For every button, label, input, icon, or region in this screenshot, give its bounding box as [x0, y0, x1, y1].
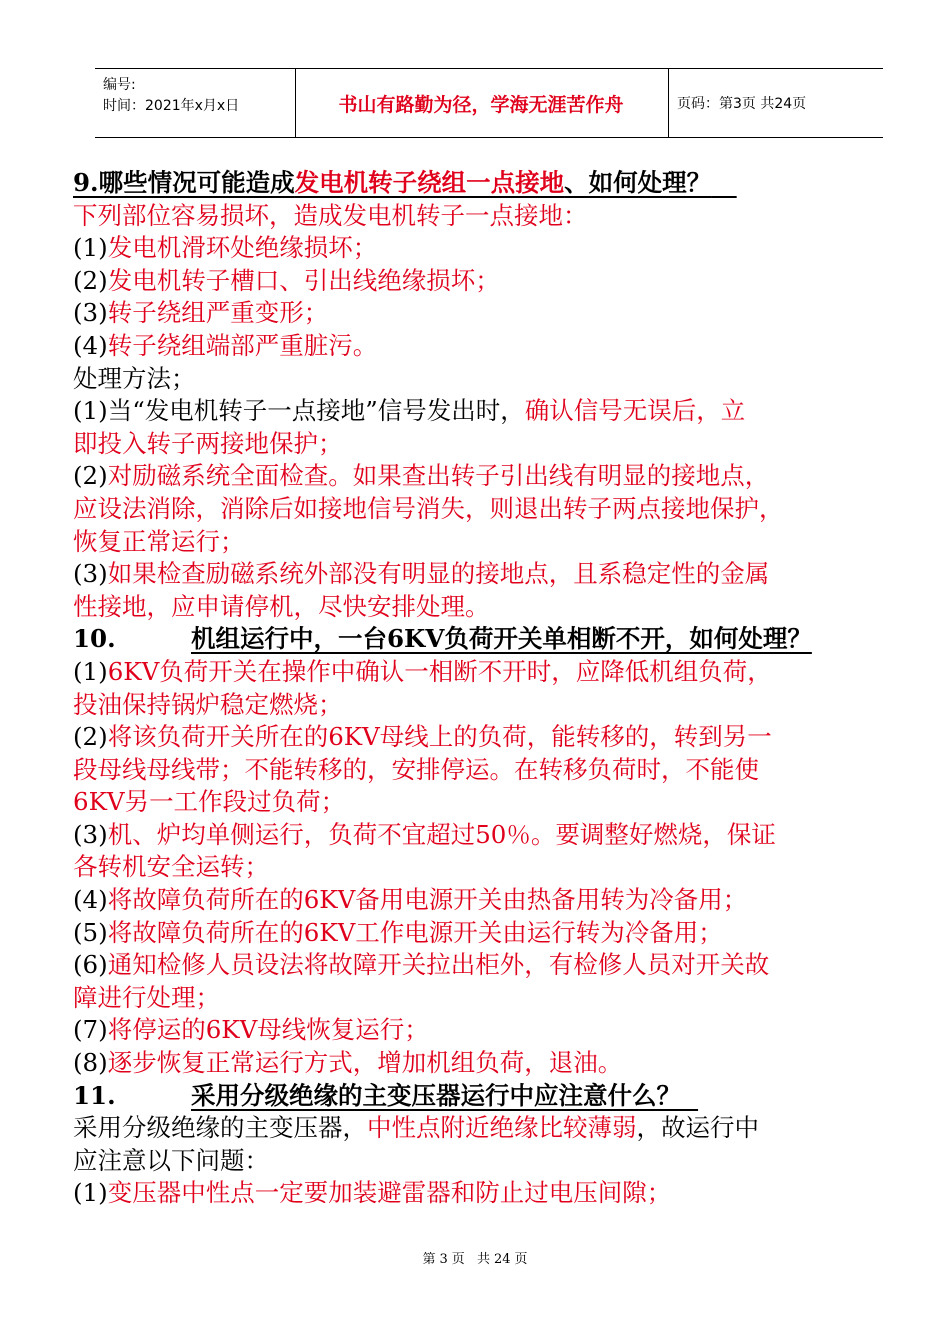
- list-item: (1)6KV负荷开关在操作中确认一相断不开时，应降低机组负荷，: [73, 656, 772, 686]
- list-item-cont: 投油保持锅炉稳定燃烧；: [73, 689, 343, 719]
- list-item: (8)逐步恢复正常运行方式，增加机组负荷，退油。: [73, 1048, 623, 1078]
- header-motto: 书山有路勤为径，学海无涯苦作舟: [338, 93, 624, 116]
- paragraph: 处理方法；: [73, 363, 196, 393]
- list-item: (6)通知检修人员设法将故障开关拉出柜外，有检修人员对开关故: [73, 950, 770, 980]
- question-10-title: 10. 机组运行中，一台6KV负荷开关单相断不开，如何处理？: [73, 624, 812, 654]
- paragraph: 采用分级绝缘的主变压器，中性点附近绝缘比较薄弱，故运行中: [73, 1113, 759, 1143]
- question-11-title: 11. 采用分级绝缘的主变压器运行中应注意什么？: [73, 1080, 681, 1110]
- list-item-cont: 性接地，应申请停机，尽快安排处理。: [73, 591, 490, 621]
- list-item: (1)变压器中性点一定要加装避雷器和防止过电压间隙；: [73, 1178, 672, 1208]
- code-label: 编号:: [103, 77, 136, 93]
- list-item: (1)当“发电机转子一点接地”信号发出时，确认信号无误后，立: [73, 396, 746, 426]
- list-item-cont: 障进行处理；: [73, 982, 220, 1012]
- question-9-title: 9.哪些情况可能造成发电机转子绕组一点接地、如何处理？: [73, 168, 712, 197]
- list-item-cont: 恢复正常运行；: [73, 526, 245, 556]
- list-item: (7)将停运的6KV母线恢复运行；: [73, 1015, 429, 1045]
- list-item: (3)转子绕组严重变形；: [73, 298, 329, 328]
- list-item: (2)发电机转子槽口、引出线绝缘损坏；: [73, 265, 500, 295]
- list-item-cont: 即投入转子两接地保护；: [73, 428, 343, 458]
- list-item-cont: 应设法消除，消除后如接地信号消失，则退出转子两点接地保护，: [73, 493, 784, 523]
- list-item-cont: 各转机安全运转；: [73, 852, 269, 882]
- paragraph: 下列部位容易损坏，造成发电机转子一点接地：: [73, 200, 588, 230]
- document-body: [73, 167, 903, 1210]
- header-page-info: 页码：第3页 共24页: [677, 96, 807, 112]
- list-item-cont: 6KV另一工作段过负荷；: [73, 787, 346, 817]
- list-item: (2)将该负荷开关所在的6KV母线上的负荷，能转移的，转到另一: [73, 722, 772, 752]
- time-label: 时间：2021年x月x日: [103, 98, 240, 114]
- page-header: [95, 68, 883, 138]
- page-footer: 第 3 页 共 24 页: [422, 1252, 528, 1267]
- list-item: (2)对励磁系统全面检查。如果查出转子引出线有明显的接地点，: [73, 461, 770, 491]
- list-item: (1)发电机滑环处绝缘损坏；: [73, 233, 378, 263]
- list-item: (3)机、炉均单侧运行，负荷不宜超过50％。要调整好燃烧，保证: [73, 819, 776, 849]
- list-item: (3)如果检查励磁系统外部没有明显的接地点，且系稳定性的金属: [73, 559, 770, 589]
- list-item: (4)转子绕组端部严重脏污。: [73, 330, 378, 360]
- header-meta: [103, 75, 239, 117]
- paragraph: 应注意以下问题：: [73, 1145, 269, 1175]
- list-item: (4)将故障负荷所在的6KV备用电源开关由热备用转为冷备用；: [73, 885, 748, 915]
- header-divider: [668, 69, 669, 137]
- list-item-cont: 段母线母线带；不能转移的，安排停运。在转移负荷时，不能使: [73, 754, 759, 784]
- list-item: (5)将故障负荷所在的6KV工作电源开关由运行转为冷备用；: [73, 917, 723, 947]
